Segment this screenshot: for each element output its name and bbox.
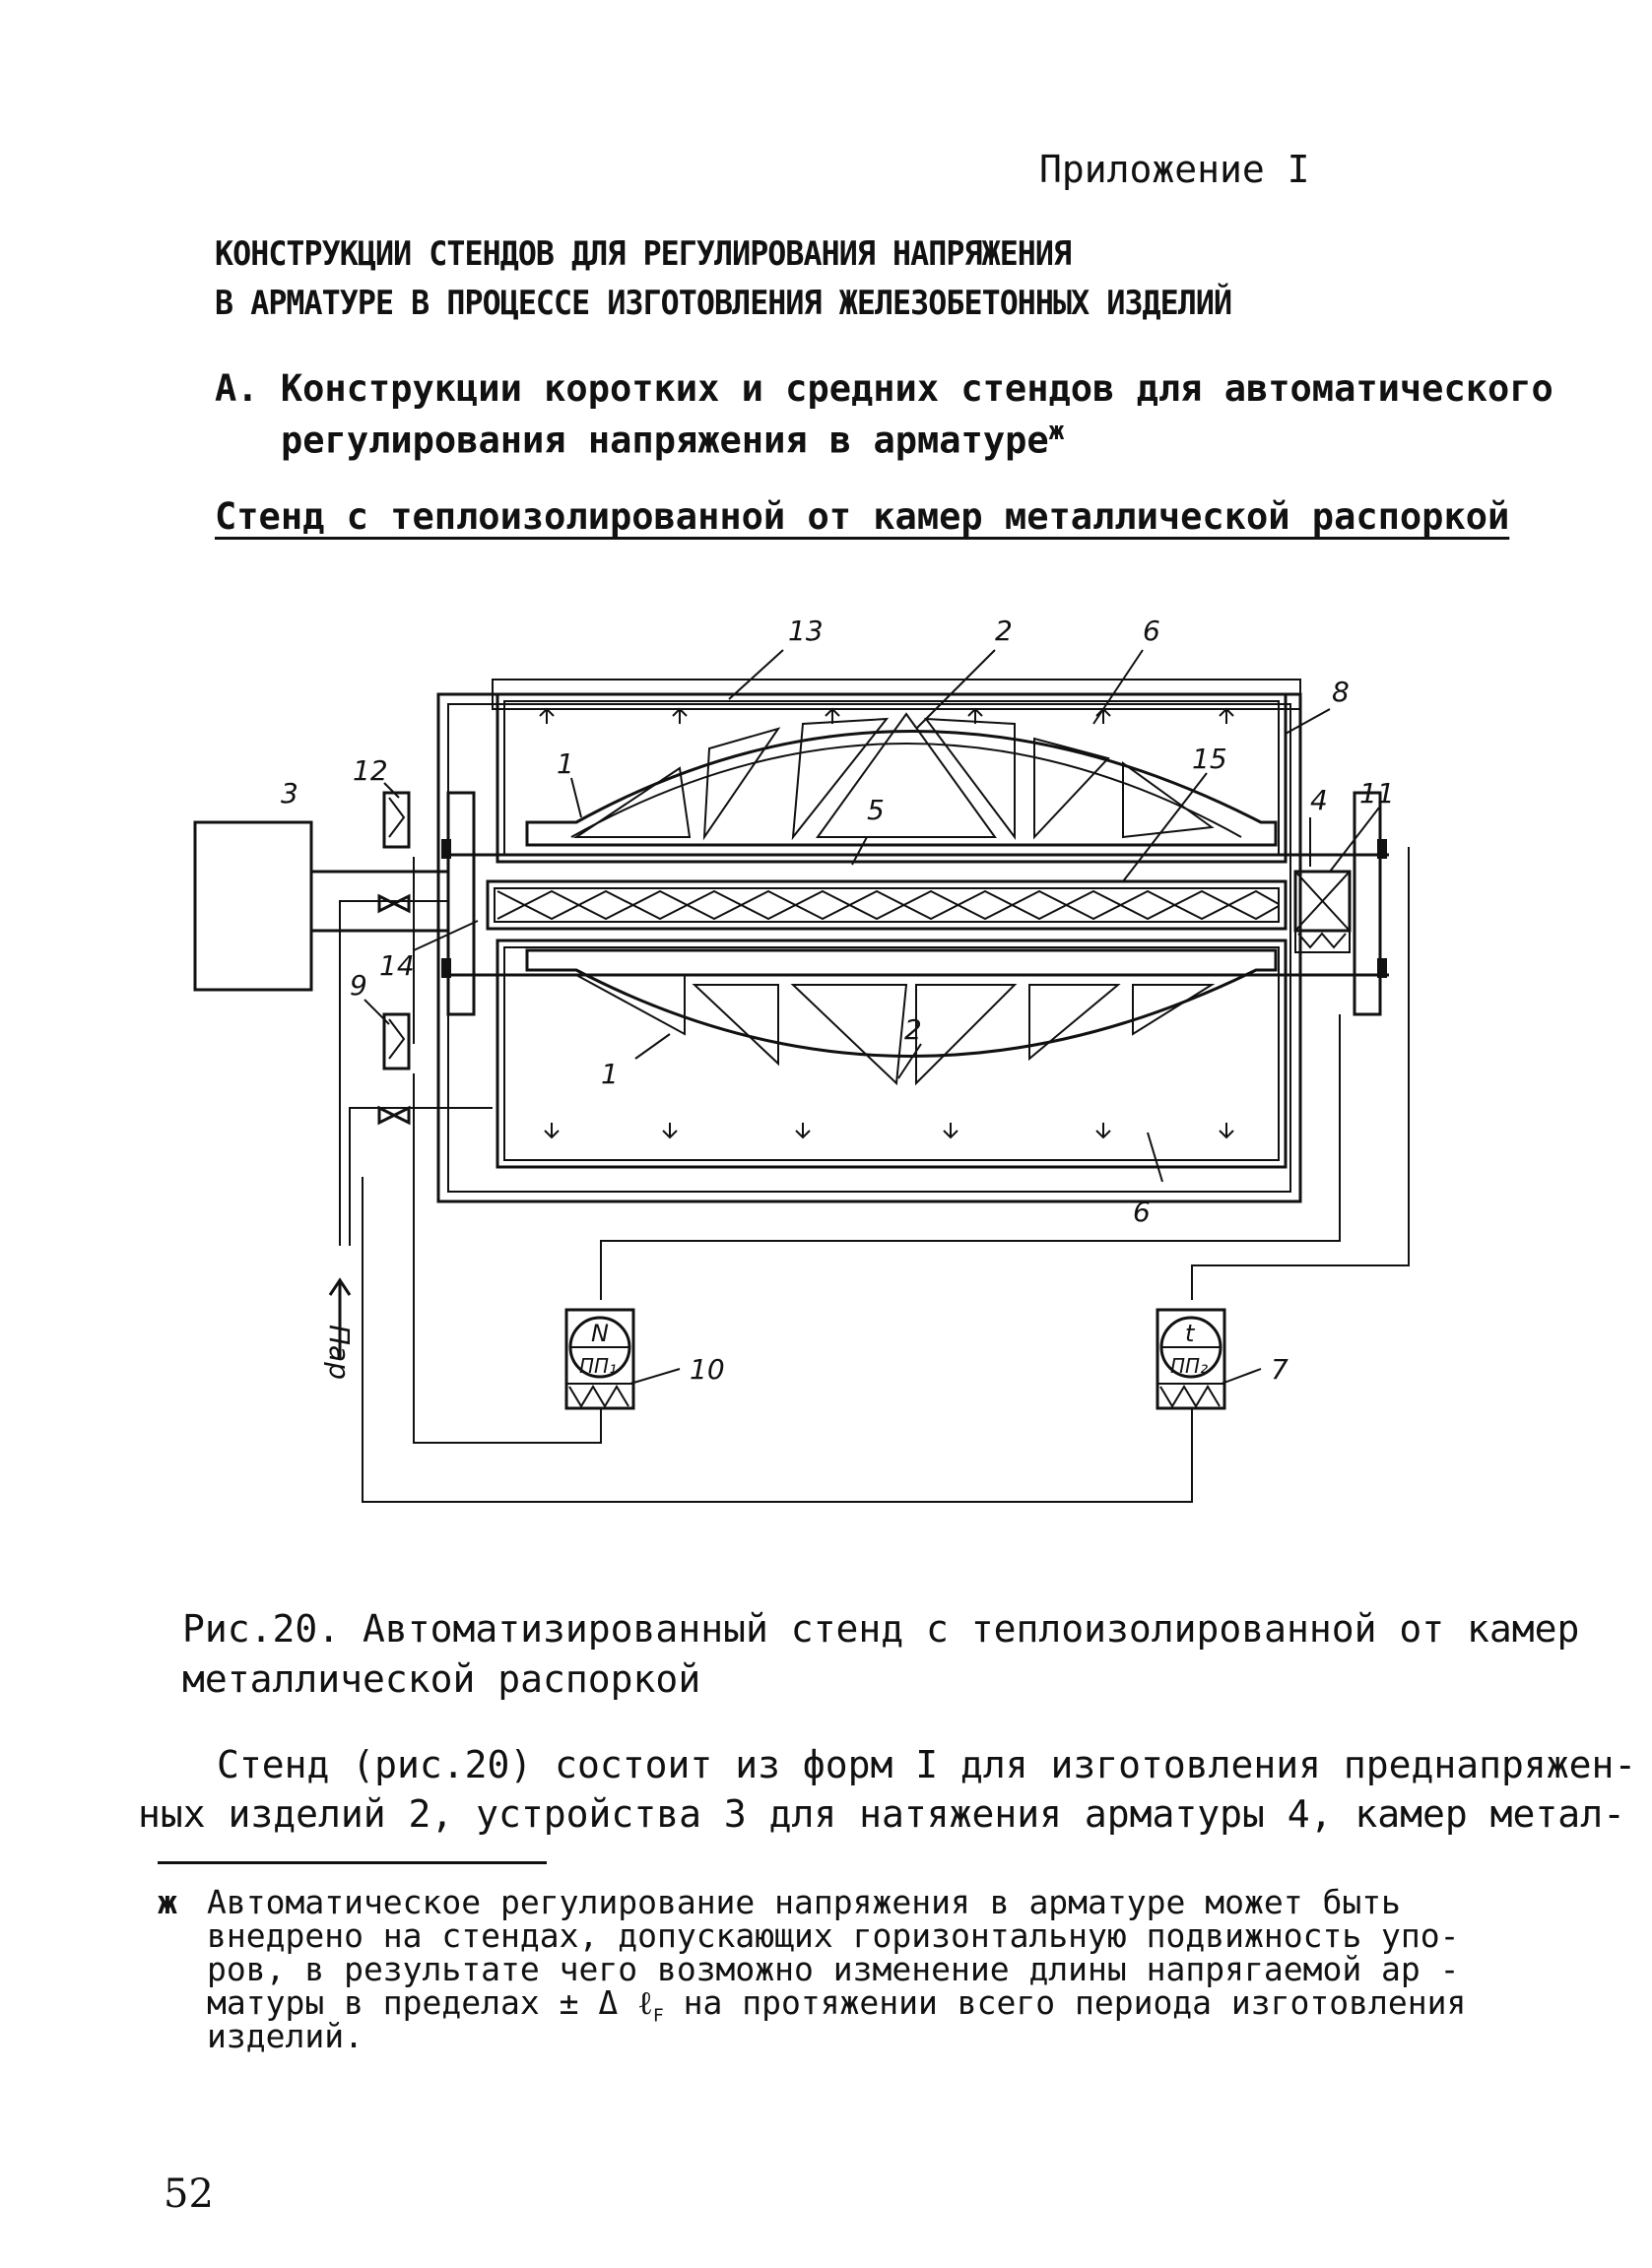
steam-label: Пар [323, 1325, 356, 1380]
label-10: 10 [690, 1353, 725, 1386]
footnote-line-2: внедрено на стендах, допускающих горизонтальную подвижность упо- [207, 1916, 1460, 1955]
body-line-1: Стенд (рис.20) состоит из форм I для изготовления преднапряжен- [217, 1743, 1637, 1786]
label-7: 7 [1271, 1353, 1289, 1386]
footnote-line-4-end: на протяжении всего периода изготовления [663, 1983, 1467, 2022]
title-line-1: КОНСТРУКЦИИ СТЕНДОВ ДЛЯ РЕГУЛИРОВАНИЯ НАПРЯЖЕНИЯ [215, 234, 1072, 274]
label-6-top: 6 [1143, 615, 1160, 647]
tensioning-device-3 [195, 822, 311, 990]
footnote-marker: ж [1048, 417, 1065, 446]
footnote-rule [158, 1861, 547, 1864]
left-stop-plate [448, 793, 474, 1014]
footnote-line-1: Автоматическое регулирование напряжения в арматуре может быть [207, 1883, 1401, 1921]
steam-line-b [350, 1108, 493, 1246]
figure-caption-line-2: металлической распоркой [182, 1657, 701, 1701]
footnote-marker-bottom: ж [158, 1883, 177, 1921]
stand-subtitle: Стенд с теплоизолированной от камер металлической распоркой [215, 495, 1510, 538]
section-heading-line-1: А. Конструкции коротких и средних стендов для автоматического [215, 367, 1553, 410]
section-heading-text: регулирования напряжения в арматуре [281, 419, 1049, 462]
label-8: 8 [1332, 676, 1350, 708]
gauge-n-sub: ПП₁ [579, 1354, 618, 1378]
label-2-bottom: 2 [904, 1013, 922, 1046]
label-12: 12 [353, 754, 388, 787]
label-2-top: 2 [995, 615, 1013, 647]
footnote-line-4-text: матуры в пределах ± Δ ℓ [207, 1983, 653, 2022]
top-arch-inner [571, 744, 1241, 837]
label-1-bottom: 1 [601, 1058, 619, 1090]
top-nozzles [540, 709, 1233, 724]
page-number: 52 [164, 2171, 214, 2217]
bottom-chamber-inner [504, 947, 1279, 1160]
footnote-line-3: ров, в результате чего возможно изменение длины напрягаемой ар - [207, 1950, 1460, 1988]
appendix-label: Приложение I [1039, 148, 1310, 191]
label-14: 14 [379, 949, 415, 982]
body-line-2: ных изделий 2, устройства 3 для натяжения арматуры 4, камер метал- [138, 1792, 1625, 1836]
gauge-n-label: N [591, 1320, 609, 1347]
gauge-t-label: t [1185, 1320, 1195, 1347]
label-1-top: 1 [557, 747, 574, 780]
label-13: 13 [788, 615, 824, 647]
figure-caption-line-1: Рис.20. Автоматизированный стенд с теплоизолированной от камер [182, 1607, 1580, 1651]
section-heading-line-2 [281, 417, 1064, 461]
gauge-t-sub: ПП₂ [1170, 1354, 1209, 1378]
label-4: 4 [1310, 784, 1328, 816]
label-3: 3 [281, 777, 298, 810]
right-stop-plate [1355, 793, 1380, 1014]
title-line-2: В АРМАТУРЕ В ПРОЦЕССЕ ИЗГОТОВЛЕНИЯ ЖЕЛЕЗОБЕТОННЫХ ИЗДЕЛИЙ [215, 284, 1232, 323]
footnote-line-5: изделий. [207, 2017, 363, 2055]
footnote-line-4-sub: F [652, 2005, 664, 2027]
label-9: 9 [350, 969, 367, 1002]
label-5: 5 [867, 794, 885, 826]
footnote-line-4 [207, 1983, 1467, 2034]
valve-12 [384, 793, 409, 847]
label-11: 11 [1359, 777, 1395, 810]
label-15: 15 [1192, 743, 1227, 775]
bottom-nozzles [545, 1123, 1233, 1137]
figure-20-diagram [0, 591, 1652, 1536]
label-6-bottom: 6 [1133, 1196, 1151, 1228]
